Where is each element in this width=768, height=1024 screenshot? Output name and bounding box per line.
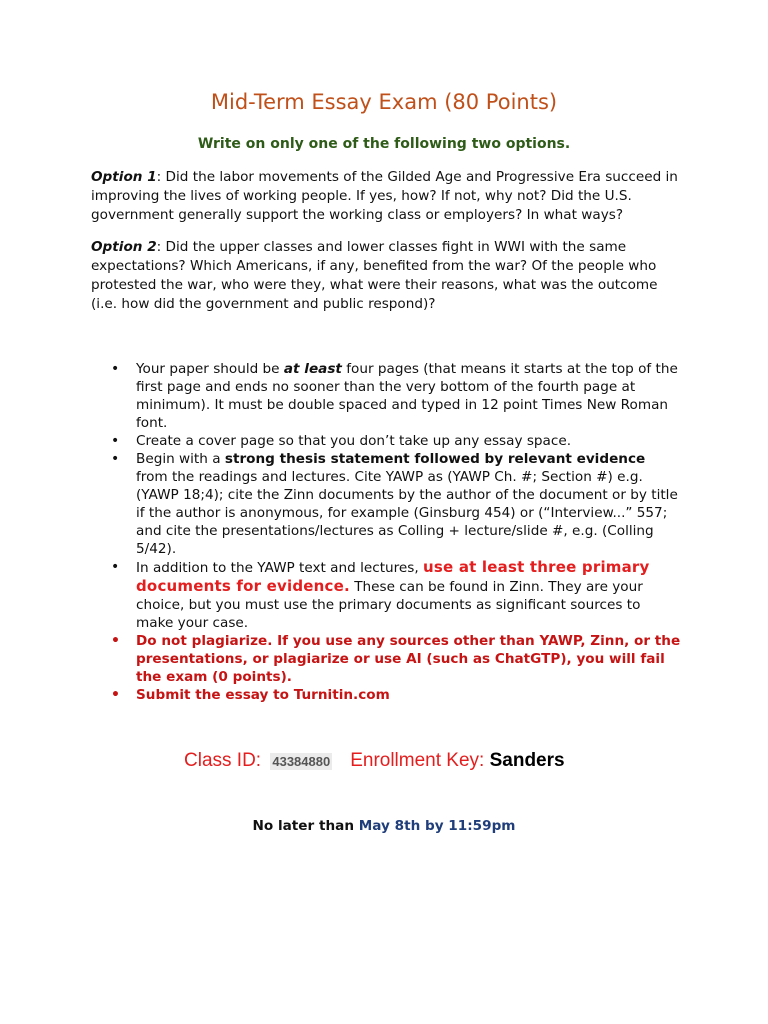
requirement-text: Submit the essay to Turnitin.com [136,687,390,703]
requirement-primary-documents [111,558,681,632]
page-title: Mid-Term Essay Exam (80 Points) [210,90,558,114]
requirement-emphasis: strong thesis statement followed by relevant evidence [224,451,646,467]
deadline-date: May 8th by 11:59pm [358,818,516,834]
option-1 [91,168,681,225]
option-1-label: Option 1 [91,169,157,185]
deadline-prefix: No later than [252,818,359,834]
requirements-list [111,360,681,704]
bullet-icon: • [111,687,120,703]
requirement-text: from the readings and lectures. Cite YAWP as (YAWP Ch. #; Section #) e.g. (YAWP 18;4); cite the Zinn documents by the author of the document or by title if the author is anonymous, for example (Ginsburg 454) or (“Interview...” 557; and cite the presentations/lectures as Colling + lecture/slide #, e.g. (Colling 5/42). [136,469,678,557]
enrollment-key-label: Enrollment Key: [350,750,490,771]
requirement-thesis [111,450,681,558]
requirement-length [111,360,681,432]
enrollment-key-value: Sanders [489,750,565,771]
requirement-text: four pages (that means it starts at the top of the first page and ends no sooner than the very bottom of the fourth page at minimum). It must be double spaced and typed in 12 point Times New Roman font. [136,361,678,431]
requirement-text: Create a cover page so that you don’t take up any essay space. [136,433,572,449]
requirement-text: Begin with a [136,451,225,467]
bullet-icon: • [111,633,120,649]
requirement-text: Your paper should be [136,361,284,377]
requirement-emphasis: use at least three primary documents for evidence. [136,558,650,595]
option-2 [91,238,681,314]
class-id-value: 43384880 [272,754,331,769]
requirement-text: These can be found in Zinn. They are your choice, but you must use the primary documents as significant sources to make your case. [136,579,643,631]
option-1-text: : Did the labor movements of the Gilded Age and Progressive Era succeed in improving the lives of working people. If yes, how? If not, why not? Did the U.S. government generally support the working class or employers? In what ways? [91,169,678,223]
requirement-plagiarism [111,632,681,686]
requirement-submit [111,686,681,704]
bullet-icon: • [111,361,120,377]
option-2-label: Option 2 [91,239,157,255]
requirement-emphasis: at least [283,361,342,377]
requirement-text: In addition to the YAWP text and lectures, [136,560,424,576]
deadline [0,818,768,834]
class-info [184,750,684,772]
class-id-label: Class ID: [184,750,267,771]
bullet-icon: • [111,559,120,575]
requirement-cover-page [111,432,681,450]
option-2-text: : Did the upper classes and lower classes fight in WWI with the same expectations? Which Americans, if any, benefited from the war? Of the people who protested the war, who were they, what were their reasons, what was the outcome (i.e. how did the government and public respond)? [91,239,658,312]
instructions-subtitle: Write on only one of the following two options. [197,136,571,152]
requirement-text: Do not plagiarize. If you use any sources other than YAWP, Zinn, or the presentations, or plagiarize or use AI (such as ChatGTP), you will fail the exam (0 points). [136,633,681,685]
bullet-icon: • [111,451,120,467]
bullet-icon: • [111,433,120,449]
